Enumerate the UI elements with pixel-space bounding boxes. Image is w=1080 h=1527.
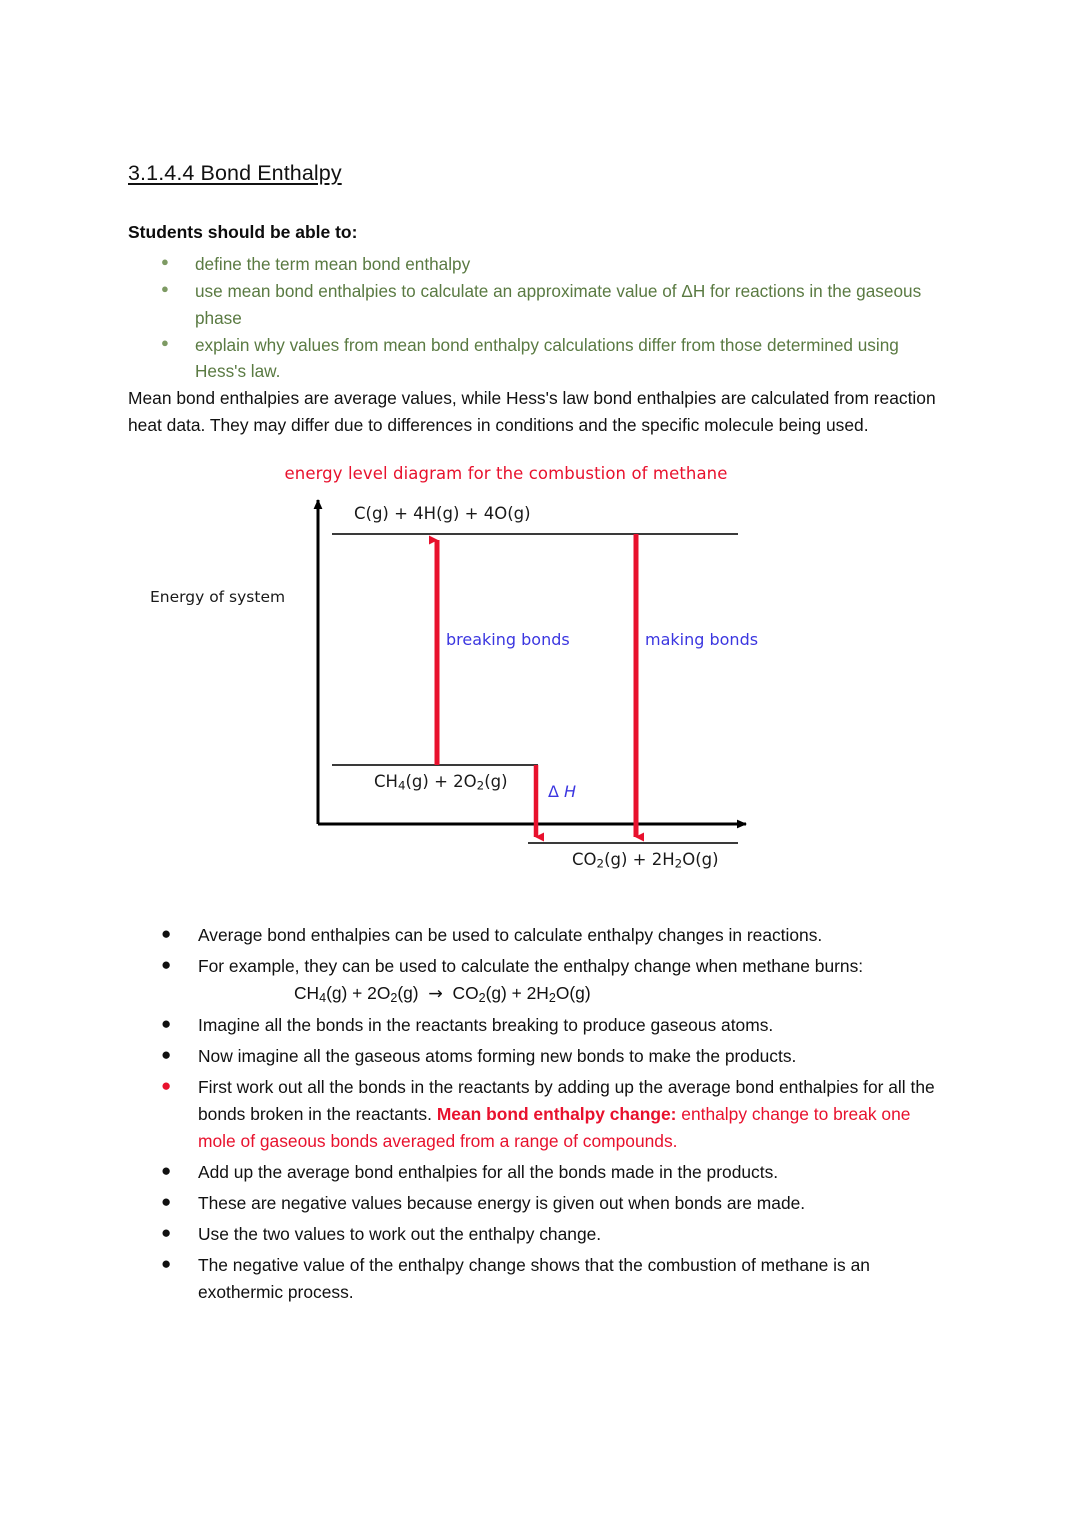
bullet-icon: ●: [161, 1014, 172, 1034]
bullet-icon: ●: [161, 924, 172, 944]
objectives-list: [128, 251, 944, 384]
bullet-icon: ●: [161, 1192, 172, 1212]
bullet-icon: ●: [161, 281, 169, 297]
bullet-icon: ●: [161, 1045, 172, 1065]
level-label-products: $CO_2(g) + 2H_2O(g)$: [572, 850, 719, 871]
list-item-highlighted: [128, 1074, 944, 1155]
bullet-icon: ●: [161, 1161, 172, 1181]
note-text: Imagine all the bonds in the reactants breaking to produce gaseous atoms.: [198, 1015, 774, 1036]
y-axis-label: Energy of system: [150, 588, 286, 607]
objective-text: use mean bond enthalpies to calculate an approximate value of ΔH for reactions in the gaseous phase: [195, 281, 922, 328]
level-label-atoms: C(g) + 4H(g) + 4O(g): [354, 504, 531, 524]
notes-list: [128, 922, 944, 1306]
list-item: [128, 332, 944, 384]
bullet-icon: ●: [161, 254, 169, 270]
level-label-reactants: $CH_4(g) + 2O_2(g)$: [374, 772, 508, 793]
bullet-icon: ●: [161, 334, 169, 350]
list-item: [128, 1221, 944, 1248]
note-text: These are negative values because energy is given out when bonds are made.: [198, 1193, 806, 1214]
page-title: 3.1.4.4 Bond Enthalpy: [128, 161, 342, 185]
diagram-canvas: [128, 452, 944, 922]
note-text: First work out all the bonds in the reactants by adding up the average bond enthalpies for all the bonds broken in the reactants.: [198, 1077, 935, 1125]
objectives-heading: Students should be able to:: [128, 221, 358, 242]
list-item: [128, 251, 944, 277]
bullet-icon: ●: [161, 1076, 172, 1096]
note-text: The negative value of the enthalpy change shows that the combustion of methane is an exothermic process.: [198, 1255, 870, 1303]
list-item: [128, 1012, 944, 1039]
objective-text: define the term mean bond enthalpy: [195, 254, 471, 275]
objective-text: explain why values from mean bond enthalpy calculations differ from those determined using Hess's law.: [195, 334, 899, 381]
note-text: Use the two values to work out the enthalpy change.: [198, 1224, 602, 1245]
list-item: [128, 1190, 944, 1217]
bullet-icon: ●: [161, 1254, 172, 1274]
note-text: Add up the average bond enthalpies for all the bonds made in the products.: [198, 1162, 779, 1183]
document-content: [128, 160, 944, 1310]
arrow-label-making-bonds: making bonds: [645, 630, 759, 650]
note-text: Now imagine all the gaseous atoms forming new bonds to make the products.: [198, 1046, 797, 1067]
energy-level-diagram: [128, 452, 944, 922]
definition-text: enthalpy change to break one mole of gaseous bonds averaged from a range of compounds.: [198, 1104, 911, 1152]
list-item: [128, 278, 944, 330]
list-item: [128, 922, 944, 949]
intro-paragraph: Mean bond enthalpies are average values, while Hess's law bond enthalpies are calculated from reaction heat data. They may differ due to differences in conditions and the specific molecule being used.: [128, 387, 936, 435]
definition-term: Mean bond enthalpy change:: [436, 1104, 677, 1125]
arrow-label-delta-h: Δ H: [548, 782, 577, 802]
list-item: [128, 1252, 944, 1306]
note-text: For example, they can be used to calculate the enthalpy change when methane burns:: [198, 956, 864, 977]
list-item: [128, 953, 944, 1008]
diagram-title: energy level diagram for the combustion of methane: [284, 464, 728, 484]
list-item: [128, 1159, 944, 1186]
bullet-icon: ●: [161, 1223, 172, 1243]
arrow-label-breaking-bonds: breaking bonds: [446, 630, 570, 650]
note-text: Average bond enthalpies can be used to calculate enthalpy changes in reactions.: [198, 925, 823, 946]
combustion-equation: $CH_4(g) + 2O_2(g) \to CO_2(g) + 2H_2O(g)$: [294, 983, 591, 1005]
list-item: [128, 1043, 944, 1070]
bullet-icon: ●: [161, 955, 172, 975]
